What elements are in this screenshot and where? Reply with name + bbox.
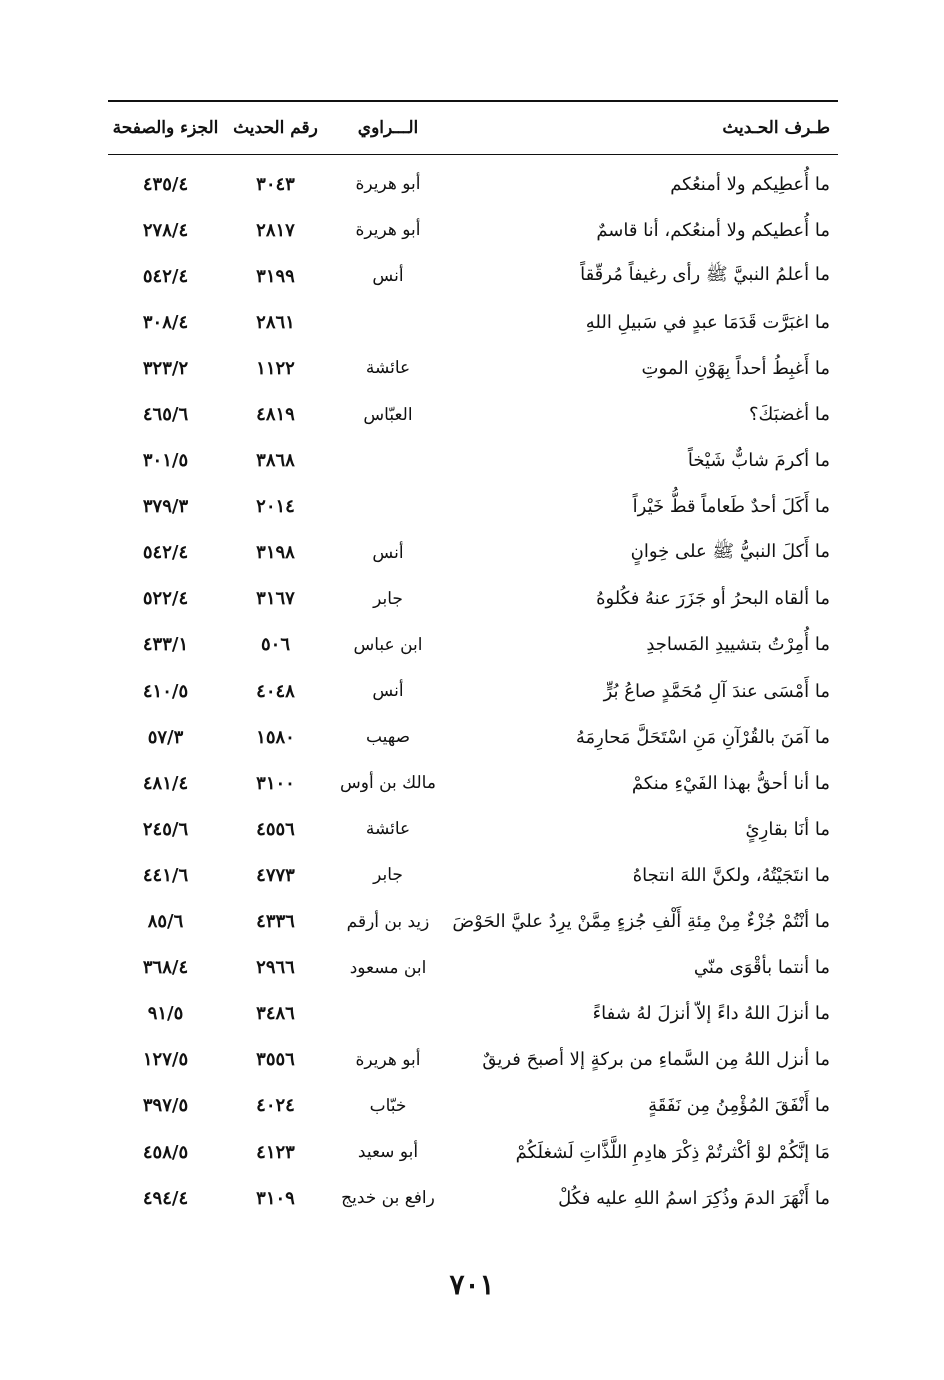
- hadith-text: ما أَكَلَ أحدٌ طَعاماً قطُّ خَيْراً: [632, 496, 830, 518]
- hadith-number: ٢٠١٤: [256, 496, 295, 518]
- hadith-text: ما أُعطيكم ولا أمنعُكم، أنا قاسمٌ: [596, 219, 830, 241]
- hadith-text: ما أكرمَ شابٌّ شَيْخاً: [687, 450, 830, 472]
- table-row: [108, 484, 838, 530]
- narrator: أنس: [372, 266, 404, 287]
- volume-page: ٤٨١/٤: [142, 772, 189, 794]
- volume-page: ٣٠٨/٤: [142, 311, 189, 333]
- hadith-number: ٤٣٣٦: [256, 911, 295, 933]
- narrator: عائشة: [365, 819, 411, 840]
- narrator: أبو هريرة: [355, 1049, 421, 1070]
- narrator: مالك بن أوس: [340, 773, 436, 794]
- narrator: أبو سعيد: [357, 1142, 419, 1163]
- hadith-number: ٤٧٧٣: [256, 864, 295, 886]
- narrator: أنس: [372, 681, 404, 702]
- narrator: أبو هريرة: [355, 174, 421, 195]
- narrator: صهيب: [365, 727, 411, 748]
- table-row: [108, 760, 838, 806]
- volume-page: ٨٥/٦: [147, 911, 184, 933]
- hadith-text: ما أُعطِيكم ولا أمنعُكم: [670, 173, 830, 195]
- volume-page: ٥٤٢/٤: [142, 265, 189, 287]
- table-row: [108, 806, 838, 852]
- table-row: [108, 1037, 838, 1083]
- volume-page: ٥٢٢/٤: [142, 588, 189, 610]
- hadith-text: ما اغبَرَّت قَدَمَا عبدٍ في سَبيلِ اللهِ: [585, 311, 830, 333]
- hadith-number: ٤١٢٣: [256, 1141, 295, 1163]
- volume-page: ٩١/٥: [147, 1003, 184, 1025]
- table-row: [108, 253, 838, 299]
- narrator: أبو هريرة: [355, 220, 421, 241]
- hadith-number: ٢٨١٧: [256, 219, 295, 241]
- table-row: [108, 991, 838, 1037]
- table-row: [108, 945, 838, 991]
- hadith-text: ما أنا أحقُّ بهذا الفَيْءِ منكمْ: [631, 772, 830, 794]
- volume-page: ٣٦٨/٤: [142, 957, 189, 979]
- hadith-text: مَا إنَّكُمْ لوْ أكْثرتُمْ ذِكْرَ هادِمِ اللَّذَّاتِ لَشغلَكُمْ: [515, 1141, 830, 1163]
- hadith-number: ٣١٠٠: [256, 772, 295, 794]
- hadith-text: ما أَكلَ النبيُّ ﷺ على خِوانٍ: [630, 540, 830, 562]
- narrator: رافع بن خديج: [341, 1188, 435, 1209]
- hadith-text: ما أَمْسَى عندَ آلِ مُحَمَّدٍ صاعُ بُرٍّ: [603, 680, 830, 702]
- hadith-text: ما أنزلَ اللهُ داءً إلاّ أنزلَ لهُ شفاءً: [592, 1003, 830, 1025]
- table-row: [108, 530, 838, 576]
- table-row: [108, 714, 838, 760]
- table-header: [108, 102, 838, 155]
- hadith-number: ٣١٠٩: [256, 1187, 295, 1209]
- table-row: [108, 391, 838, 437]
- volume-page: ٣٢٣/٢: [142, 357, 189, 379]
- hadith-text: ما أُمِرْتُ بتشييدِ المَساجدِ: [646, 634, 830, 656]
- volume-page: ٤٩٤/٤: [142, 1187, 189, 1209]
- table-row: [108, 668, 838, 714]
- hadith-number: ٣١٦٧: [256, 588, 295, 610]
- header-hadith-number: رقم الحديث: [233, 118, 318, 138]
- table-row: [108, 622, 838, 668]
- hadith-number: ٣٥٥٦: [256, 1049, 295, 1071]
- table-row: [108, 299, 838, 345]
- narrator: جابر: [373, 865, 403, 886]
- table-row: [108, 576, 838, 622]
- table-row: [108, 852, 838, 898]
- table-row: [108, 438, 838, 484]
- hadith-text: ما أغضبَكَ؟: [748, 404, 830, 426]
- hadith-number: ٣٤٨٦: [256, 1003, 295, 1025]
- volume-page: ٣٩٧/٥: [142, 1095, 189, 1117]
- narrator: جابر: [373, 588, 403, 609]
- volume-page: ٥٧/٣: [147, 726, 184, 748]
- hadith-number: ٤٥٥٦: [256, 818, 295, 840]
- table-row: [108, 345, 838, 391]
- hadith-text: ما أنْتُمْ جُزْءٌ مِنْ مِئةِ أَلْفِ جُزءٍ مِمَّنْ يرِدُ عليَّ الحَوْضَ: [452, 911, 830, 933]
- hadith-text: ما أنزل اللهُ مِن السَّماءِ من بركةٍ إلا أصبحَ فريقٌ: [482, 1049, 830, 1071]
- hadith-index-table: [108, 100, 838, 1221]
- volume-page: ٢٧٨/٤: [142, 219, 189, 241]
- hadith-number: ١١٢٢: [256, 357, 295, 379]
- volume-page: ٤٤١/٦: [142, 864, 189, 886]
- header-rawi: الـــراوي: [357, 118, 419, 138]
- table-row: [108, 161, 838, 207]
- header-hadith: طـرف الحـديث: [722, 118, 830, 138]
- volume-page: ٤٥٨/٥: [142, 1141, 189, 1163]
- volume-page: ٤١٠/٥: [142, 680, 189, 702]
- narrator: زيد بن أرقم: [346, 911, 430, 932]
- hadith-number: ١٥٨٠: [256, 726, 295, 748]
- table-row: [108, 1083, 838, 1129]
- hadith-number: ٤٠٢٤: [256, 1095, 295, 1117]
- hadith-number: ٢٨٦١: [256, 311, 295, 333]
- narrator: أنس: [372, 542, 404, 563]
- narrator: العبّاس: [363, 404, 413, 425]
- hadith-number: ٣١٩٩: [256, 265, 295, 287]
- narrator: خبّاب: [369, 1095, 407, 1116]
- table-row: [108, 207, 838, 253]
- volume-page: ٤٣٥/٤: [142, 173, 189, 195]
- hadith-text: ما آمَنَ بالقُرْآنِ مَنِ اسْتَحَلَّ مَحارِمَهُ: [575, 726, 830, 748]
- volume-page: ٤٦٥/٦: [142, 404, 189, 426]
- table-body: [108, 155, 838, 1221]
- header-volume-page: الجزء والصفحة: [112, 118, 219, 138]
- narrator: ابن مسعود: [349, 957, 427, 978]
- hadith-text: ما أعلمُ النبيَّ ﷺ رأى رغيفاً مُرقّقاً: [580, 264, 830, 286]
- volume-page: ٣٠١/٥: [142, 450, 189, 472]
- hadith-text: ما أَغبِطُ أحداً بِهَوْنِ الموتِ: [641, 357, 830, 379]
- hadith-text: ما أنَا بقارِئٍ: [745, 818, 830, 840]
- narrator: عائشة: [365, 358, 411, 379]
- hadith-text: ما ألقاه البحرُ أو جَزَرَ عنهُ فكُلوهُ: [596, 588, 830, 610]
- table-row: [108, 1175, 838, 1221]
- volume-page: ١٢٧/٥: [142, 1049, 189, 1071]
- hadith-number: ٤٠٤٨: [256, 680, 295, 702]
- table-row: [108, 1129, 838, 1175]
- hadith-text: ما أَنْفَقَ المُؤْمِنُ مِن نَفَقَةٍ: [648, 1095, 830, 1117]
- hadith-number: ٤٨١٩: [256, 404, 295, 426]
- hadith-number: ٣١٩٨: [256, 542, 295, 564]
- volume-page: ٢٤٥/٦: [142, 818, 189, 840]
- page-number: ٧٠١: [449, 1268, 495, 1301]
- volume-page: ٤٣٣/١: [142, 634, 189, 656]
- hadith-number: ٣٨٦٨: [256, 450, 295, 472]
- volume-page: ٥٤٢/٤: [142, 542, 189, 564]
- volume-page: ٣٧٩/٣: [142, 496, 189, 518]
- hadith-number: ٣٠٤٣: [256, 173, 295, 195]
- hadith-number: ٢٩٦٦: [256, 957, 295, 979]
- narrator: ابن عباس: [353, 634, 423, 655]
- hadith-text: ما انتَجَيْتُهُ، ولكنَّ اللهَ انتجاهُ: [632, 864, 830, 886]
- table-row: [108, 899, 838, 945]
- hadith-number: ٥٠٦: [260, 634, 290, 656]
- hadith-text: ما أنتما بأقْوَى منّي: [693, 957, 830, 979]
- hadith-text: ما أَنْهَرَ الدمَ وذُكِرَ اسمُ اللهِ عليه فكُلْ: [558, 1187, 830, 1209]
